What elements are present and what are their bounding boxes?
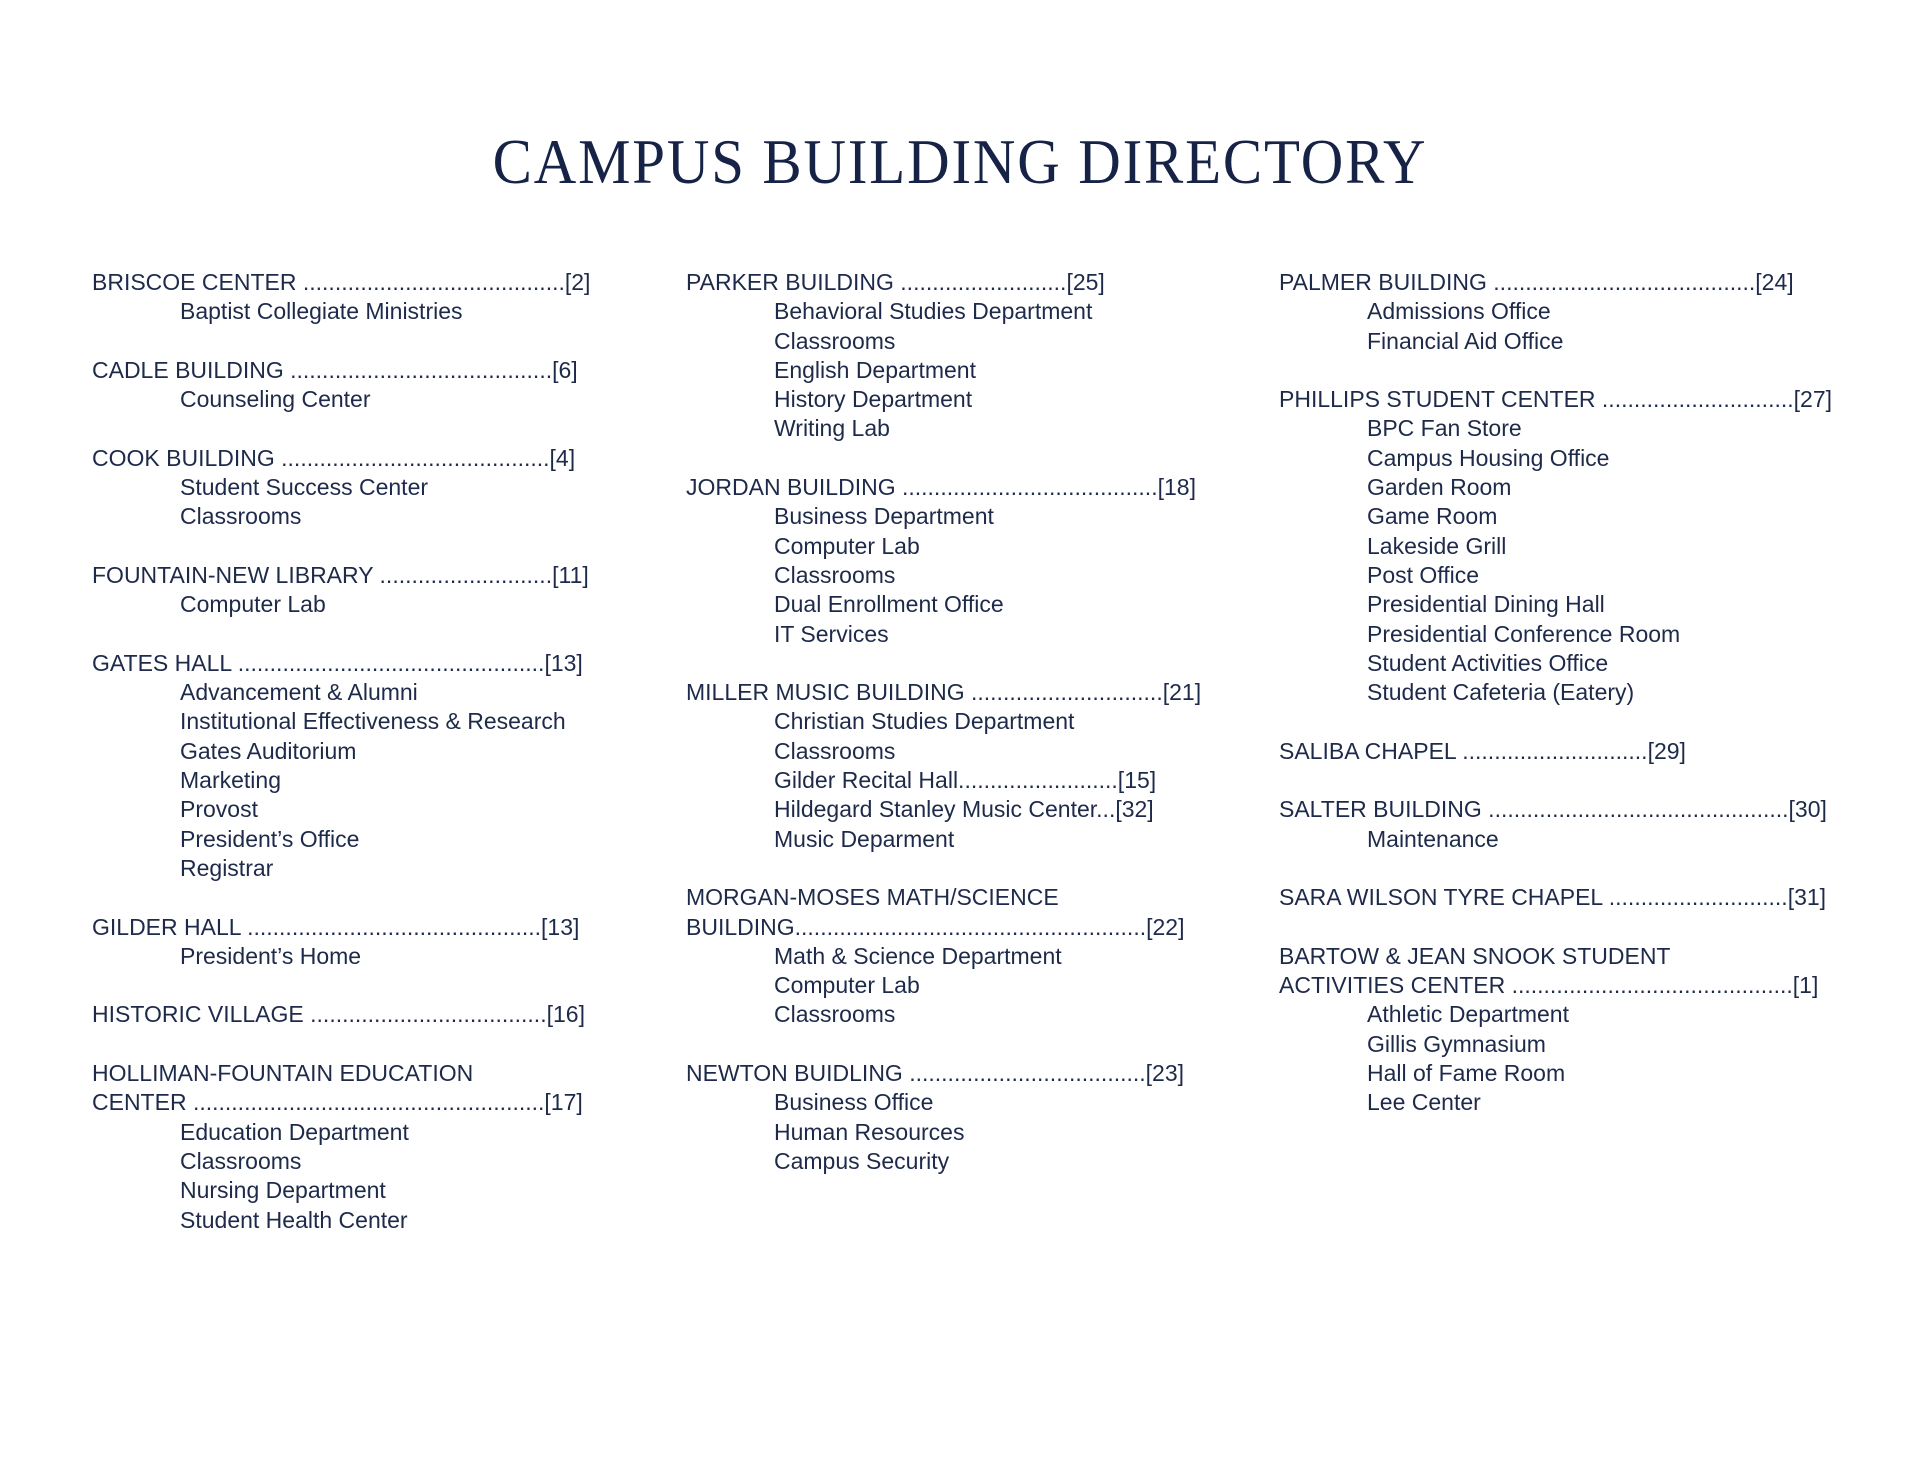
department-item: Computer Lab [774,532,920,559]
building-name: BUILDING [686,913,795,940]
map-number: [18] [1157,474,1196,501]
building-name: PARKER BUILDING [686,269,894,295]
department-item: Student Health Center [180,1206,408,1233]
dot-leader: .............................. [1595,386,1794,413]
department-item: Post Office [1367,561,1480,588]
building-name: SALTER BUILDING [1279,796,1482,823]
building-name: GILDER HALL [92,913,241,940]
building-heading [686,473,1226,502]
department-item: Nursing Department [180,1177,386,1204]
department-item: Lee Center [1367,1089,1481,1116]
department-item: Marketing [180,767,281,794]
dot-leader: ......................................... [296,269,565,295]
building-name: MILLER MUSIC BUILDING [686,679,965,706]
building-name: ACTIVITIES CENTER [1279,972,1506,999]
map-number: [13] [541,913,580,940]
department-item: Math & Science Department [774,942,1062,969]
dot-leader: ..................................... [303,1001,547,1028]
building-heading [92,268,612,297]
building-entry [686,1059,1226,1176]
department-item: Student Success Center [180,474,429,501]
department-item: BPC Fan Store [1367,415,1522,442]
map-number: [13] [544,649,583,676]
department-item: Garden Room [1367,474,1512,501]
building-name: HISTORIC VILLAGE [92,1001,304,1028]
building-heading [1279,971,1859,1000]
building-heading [1279,737,1859,766]
building-name: GATES HALL [92,649,232,676]
building-heading [686,1059,1226,1088]
building-name-line1: BARTOW & JEAN SNOOK STUDENT [1279,942,1671,969]
building-heading [686,913,1226,942]
department-item: Human Resources [774,1118,965,1145]
building-name: PHILLIPS STUDENT CENTER [1279,386,1596,413]
department-item: Classrooms [774,561,896,588]
building-name: COOK BUILDING [92,444,275,471]
department-item: English Department [774,356,976,383]
department-item: Athletic Department [1367,1001,1569,1028]
map-number: [4] [549,444,576,471]
building-name: PALMER BUILDING [1279,269,1487,295]
map-number: [17] [544,1089,583,1116]
building-name: SARA WILSON TYRE CHAPEL [1279,884,1603,911]
map-number: [27] [1793,386,1833,413]
department-item: Business Office [774,1089,934,1116]
building-entry [92,649,612,883]
map-number: [30] [1788,796,1827,823]
department-item: Advancement & Alumni [180,679,418,706]
department-item: Student Cafeteria (Eatery) [1367,679,1635,706]
dot-leader: .............................................. [240,913,542,940]
building-heading [1279,795,1859,824]
dot-leader: ............................ [1602,884,1788,911]
building-name-line1: HOLLIMAN-FOUNTAIN EDUCATION [92,1060,474,1087]
dot-leader: ....................................................... [186,1089,545,1116]
page-title: CAMPUS BUILDING DIRECTORY [492,126,1428,197]
dot-leader: ........................................ [895,474,1158,501]
department-item: Gates Auditorium [180,737,357,764]
department-item: Presidential Conference Room [1367,620,1681,647]
map-number: [23] [1145,1060,1185,1087]
department-item: Classrooms [774,1001,896,1028]
building-name: CENTER [92,1089,187,1116]
map-number: [29] [1647,737,1686,764]
building-name: JORDAN BUILDING [686,474,896,501]
map-number: [6] [552,356,578,383]
dot-leader: ......................................... [1486,269,1756,295]
map-number: [1] [1792,972,1819,999]
directory-column-1 [92,268,612,1264]
department-item: History Department [774,386,973,413]
department-item: Presidential Dining Hall [1367,591,1605,618]
building-entry [92,1000,612,1029]
department-item: Behavioral Studies Department [774,298,1093,325]
dot-leader: ............................. [1455,737,1648,764]
map-number: [22] [1146,913,1185,940]
dot-leader: .......................... [893,269,1067,295]
department-item: Writing Lab [774,415,890,442]
dot-leader: ............................................... [1481,796,1789,823]
department-item: Provost [180,796,258,823]
department-item: Financial Aid Office [1367,327,1564,354]
directory-column-2 [686,268,1226,1206]
building-entry [1279,795,1859,854]
building-name: BRISCOE CENTER [92,269,297,295]
department-item: Gilder Recital Hall.........................[15] [774,767,1157,794]
dot-leader: ................................................ [231,649,545,676]
department-item: Classrooms [774,737,896,764]
department-item: President’s Office [180,825,360,852]
department-item: Institutional Effectiveness & Research [180,708,566,735]
building-heading [92,913,612,942]
department-item: Classrooms [180,1147,302,1174]
department-item: IT Services [774,620,889,647]
building-heading [1279,385,1859,414]
building-name: CADLE BUILDING [92,356,284,383]
building-entry [92,356,612,415]
building-entry [92,444,612,532]
building-heading [92,649,612,678]
building-entry [1279,385,1859,707]
building-entry [1279,268,1859,356]
building-name: FOUNTAIN-NEW LIBRARY [92,561,374,588]
department-item: Campus Security [774,1147,950,1174]
building-entry [92,561,612,620]
building-entry [92,1059,612,1235]
directory-column-3 [1279,268,1859,1147]
building-heading [92,1000,612,1029]
map-number: [11] [552,561,589,588]
building-entry [686,268,1226,444]
department-item: President’s Home [180,942,362,969]
department-item: Music Deparment [774,825,955,852]
building-heading [1279,883,1859,912]
building-heading [92,561,612,590]
building-entry [92,913,612,972]
department-item: Christian Studies Department [774,708,1075,735]
building-name: NEWTON BUIDLING [686,1060,903,1087]
building-entry [686,678,1226,854]
department-item: Game Room [1367,503,1498,530]
dot-leader: .............................. [964,679,1163,706]
building-heading [686,268,1226,297]
department-item: Hildegard Stanley Music Center...[32] [774,796,1154,823]
dot-leader: ............................................ [1505,972,1793,999]
department-item: Student Activities Office [1367,649,1609,676]
building-heading [92,356,612,385]
map-number: [24] [1755,269,1794,295]
department-item: Classrooms [180,503,302,530]
building-entry [1279,883,1859,912]
map-number: [2] [564,269,591,295]
department-item: Counseling Center [180,386,371,413]
department-item: Baptist Collegiate Ministries [180,298,463,325]
department-item: Gillis Gymnasium [1367,1030,1546,1057]
department-item: Lakeside Grill [1367,532,1507,559]
map-number: [21] [1162,679,1202,706]
map-number: [31] [1787,884,1827,911]
building-heading [686,678,1226,707]
dot-leader: .......................................... [274,444,550,471]
department-item: Registrar [180,854,274,881]
building-heading [92,1088,612,1117]
department-item: Maintenance [1367,825,1499,852]
building-entry [1279,942,1859,1118]
department-item: Admissions Office [1367,298,1551,325]
building-heading [92,444,612,473]
map-number: [16] [546,1001,585,1028]
dot-leader: ........................... [373,561,553,588]
building-entry [92,268,612,327]
department-item: Hall of Fame Room [1367,1060,1566,1087]
dot-leader: ....................................................... [794,913,1147,940]
department-item: Computer Lab [774,972,920,999]
department-item: Classrooms [774,327,896,354]
dot-leader: ......................................... [283,356,553,383]
dot-leader: ..................................... [902,1060,1146,1087]
building-heading [1279,268,1859,297]
building-entry [1279,737,1859,766]
building-entry [686,883,1226,1029]
department-item: Campus Housing Office [1367,444,1610,471]
map-number: [25] [1066,269,1105,295]
department-item: Dual Enrollment Office [774,591,1004,618]
department-item: Computer Lab [180,591,326,618]
building-entry [686,473,1226,649]
building-name-line1: MORGAN-MOSES MATH/SCIENCE [686,884,1059,911]
department-item: Education Department [180,1118,409,1145]
building-name: SALIBA CHAPEL [1279,737,1456,764]
department-item: Business Department [774,503,994,530]
